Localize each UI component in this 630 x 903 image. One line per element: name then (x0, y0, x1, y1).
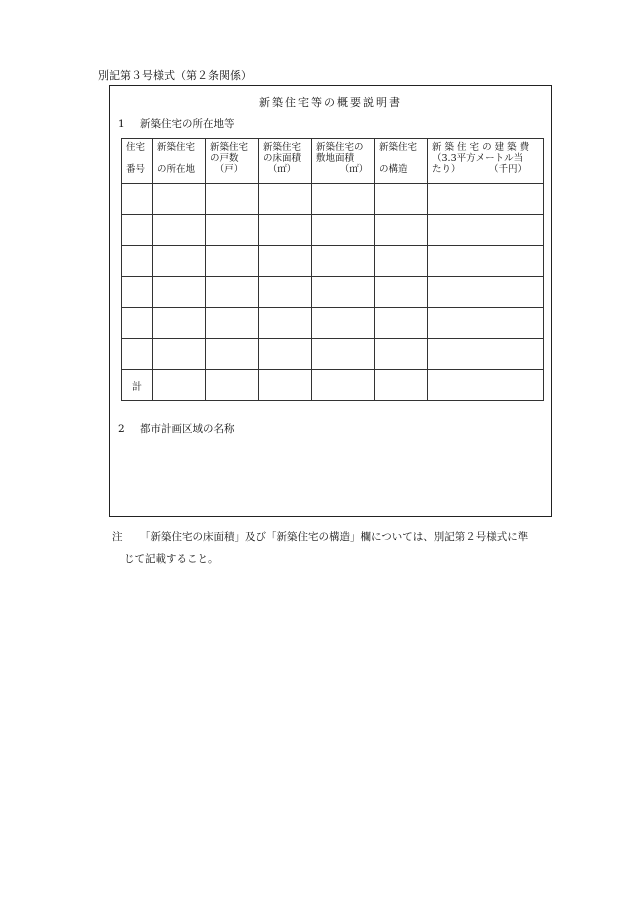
note-continuation: じて記載すること。 (124, 553, 219, 565)
total-label: 計 (122, 370, 153, 401)
table-row (122, 215, 544, 246)
section-1-label: 新築住宅の所在地等 (140, 118, 235, 130)
header-site-area: 新築住宅の 敷地面積 （㎡） (312, 139, 375, 184)
section-2-label: 都市計画区域の名称 (140, 423, 235, 435)
section-2-number: 2 (118, 423, 125, 435)
table-header-row (122, 139, 544, 184)
table-row (122, 184, 544, 215)
table-row (122, 277, 544, 308)
form-label: 別記第３号様式（第２条関係） (98, 69, 252, 82)
section-1-number: 1 (118, 118, 125, 130)
table-total-row (122, 370, 544, 401)
table-row (122, 339, 544, 370)
housing-table (121, 138, 544, 401)
header-structure: 新築住宅 の構造 (375, 139, 428, 184)
header-location: 新築住宅 の所在地 (153, 139, 206, 184)
document-title: 新築住宅等の概要説明書 (259, 96, 402, 109)
header-construction-cost: 新 築 住 宅 の 建 築 費 （3.3平方メートル当 たり） （千円） (428, 139, 544, 184)
section-1-heading (118, 116, 235, 131)
header-house-number: 住宅 番号 (122, 139, 153, 184)
table-row (122, 308, 544, 339)
note-lead: 注 (112, 531, 123, 543)
note-text: 「新築住宅の床面積」及び「新築住宅の構造」欄については、別記第２号様式に準 (140, 531, 529, 543)
header-floor-area: 新築住宅 の床面積 （㎡） (259, 139, 312, 184)
table-row (122, 246, 544, 277)
header-unit-count: 新築住宅 の戸数 （戸） (206, 139, 259, 184)
section-2-heading (118, 421, 235, 436)
footnote (112, 526, 582, 570)
form-frame (109, 85, 552, 517)
